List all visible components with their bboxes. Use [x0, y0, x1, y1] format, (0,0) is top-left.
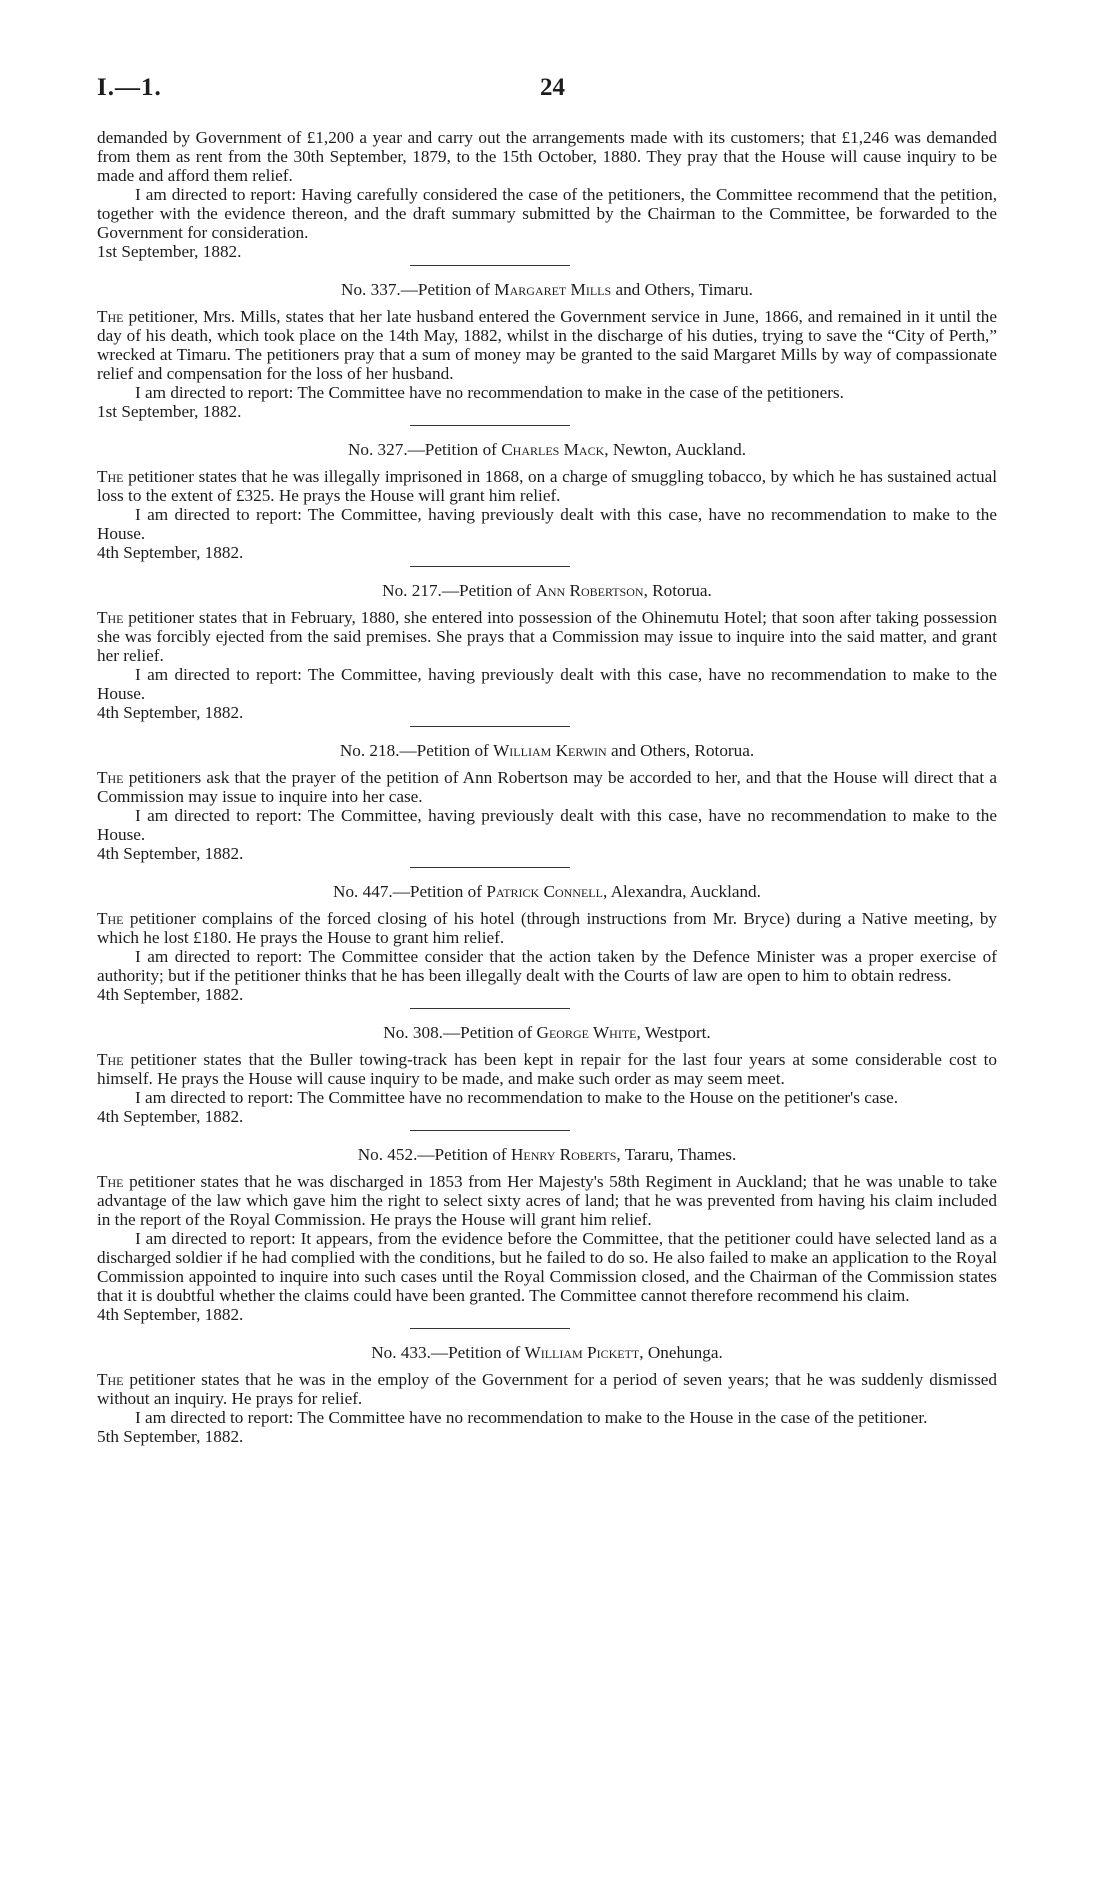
petition-lead-word: The: [97, 768, 124, 787]
committee-report: I am directed to report: The Committee have no recommendation to make to the House on the petitioner's case.: [135, 1088, 899, 1107]
petitioner-name: Margaret Mills: [494, 280, 612, 299]
separator-rule: [410, 425, 570, 426]
petition-title-prefix: No. 218.—Petition of: [339, 741, 489, 760]
petition-title: [97, 1343, 997, 1362]
petition-statement: [97, 1050, 997, 1088]
petition-title-prefix: No. 308.—Petition of: [383, 1023, 533, 1042]
separator-rule: [410, 1130, 570, 1131]
petition-title: [97, 581, 997, 600]
petition-date: 4th September, 1882.: [97, 543, 244, 562]
petition-lead-word: The: [97, 307, 124, 326]
petition-section: [97, 1023, 997, 1131]
petition-date: 4th September, 1882.: [97, 703, 244, 722]
petition-lead-word: The: [97, 1370, 124, 1389]
petition-title-suffix: , Tararu, Thames.: [616, 1145, 737, 1164]
petition-title-suffix: , Newton, Auckland.: [604, 440, 747, 459]
intro-date: 1st September, 1882.: [97, 242, 242, 261]
petition-date: 4th September, 1882.: [97, 1305, 244, 1324]
separator-rule: [410, 726, 570, 727]
petition-title-suffix: , Onehunga.: [639, 1343, 723, 1362]
petition-statement-text: petitioner states that he was illegally imprisoned in 1868, on a charge of smuggling tobacco, by which he has sustained actual loss to the extent of £325. He prays the House will grant him relief.: [97, 467, 997, 505]
petition-lead-word: The: [97, 1172, 124, 1191]
committee-report: I am directed to report: The Committee have no recommendation to make in the case of the petitioners.: [135, 383, 844, 402]
petition-lead-word: The: [97, 1050, 124, 1069]
petition-section: [97, 1145, 997, 1329]
separator-rule: [410, 1008, 570, 1009]
petitioner-name: William Kerwin: [493, 741, 607, 760]
petition-title-suffix: , Alexandra, Auckland.: [602, 882, 761, 901]
petitioner-name: William Pickett: [524, 1343, 640, 1362]
petition-statement: [97, 1172, 997, 1229]
petition-section: [97, 581, 997, 727]
petition-title: [97, 741, 997, 760]
petition-title-prefix: No. 337.—Petition of: [341, 280, 490, 299]
petition-date: 4th September, 1882.: [97, 1107, 244, 1126]
petition-title-prefix: No. 452.—Petition of: [357, 1145, 507, 1164]
petitioner-name: George White: [536, 1023, 637, 1042]
petition-statement: [97, 768, 997, 806]
intro-report: I am directed to report: Having carefully considered the case of the petitioners, the Committee recommend that the petition, together with the evidence thereon, and the draft summary submitted by the Chairman to the Committee, be forwarded to the Government for consideration.: [97, 185, 997, 242]
petition-statement-text: petitioner states that in February, 1880, she entered into possession of the Ohinemutu Hotel; that soon after taking possession she was forcibly ejected from the said premises. She prays that a Commission may issue to inquire into the said matter, and grant her relief.: [97, 608, 997, 665]
committee-report: I am directed to report: The Committee have no recommendation to make to the House in the case of the petitioner.: [135, 1408, 928, 1427]
petition-title: [97, 882, 997, 901]
committee-report: I am directed to report: It appears, from the evidence before the Committee, that the petitioner could have selected land as a discharged soldier if he had complied with the conditions, but he failed to do so. He also failed to make an application to the Royal Commission appointed to inquire into such cases until the Royal Commission closed, and the Chairman of the Commission states that it is doubtful whether the claims could have been granted. The Committee cannot therefore recommend his claim.: [97, 1229, 997, 1305]
petition-section: [97, 882, 997, 1009]
petition-date: 4th September, 1882.: [97, 844, 244, 863]
committee-report: I am directed to report: The Committee, having previously dealt with this case, have no recommendation to make to the House.: [97, 806, 997, 844]
petition-statement-text: petitioner complains of the forced closing of his hotel (through instructions from Mr. Bryce) during a Native meeting, by which he lost £180. He prays the House to grant him relief.: [97, 909, 998, 947]
petitioner-name: Henry Roberts: [510, 1145, 617, 1164]
petition-title-suffix: and Others, Rotorua.: [610, 741, 755, 760]
page-number: 24: [540, 74, 565, 101]
petition-statement: [97, 608, 997, 665]
petition-statement-text: petitioners ask that the prayer of the petition of Ann Robertson may be accorded to her, and that the House will direct that a Commission may issue to inquire into her case.: [97, 768, 997, 806]
petition-title-prefix: No. 447.—Petition of: [333, 882, 483, 901]
petition-title-prefix: No. 433.—Petition of: [371, 1343, 521, 1362]
petition-title: [97, 1145, 997, 1164]
page-body: [97, 128, 997, 1446]
petition-statement: [97, 909, 997, 947]
committee-report: I am directed to report: The Committee, having previously dealt with this case, have no recommendation to make to the House.: [97, 665, 997, 703]
petition-title: [97, 1023, 997, 1042]
separator-rule: [410, 265, 570, 266]
separator-rule: [410, 1328, 570, 1329]
petition-statement-text: petitioner, Mrs. Mills, states that her late husband entered the Government service in June, 1866, and remained in it until the day of his death, which took place on the 14th May, 1882, whilst in the discharge of his duties, trying to save the “City of Perth,” wrecked at Timaru. The petitioners pray that a sum of money may be granted to the said Margaret Mills by way of compassionate relief and compensation for the loss of her husband.: [97, 307, 998, 383]
petitioner-name: Charles Mack: [501, 440, 605, 459]
petition-section: [97, 440, 997, 567]
committee-report: I am directed to report: The Committee consider that the action taken by the Defence Minister was a proper exercise of authority; but if the petitioner thinks that he has been illegally dealt with the Courts of law are open to him to obtain redress.: [97, 947, 997, 985]
petition-statement-text: petitioner states that he was in the employ of the Government for a period of seven years; that he was suddenly dismissed without an inquiry. He prays for relief.: [97, 1370, 998, 1408]
committee-report: I am directed to report: The Committee, having previously dealt with this case, have no recommendation to make to the House.: [97, 505, 997, 543]
petition-date: 4th September, 1882.: [97, 985, 244, 1004]
petition-title-prefix: No. 217.—Petition of: [382, 581, 532, 600]
petition-statement-text: petitioner states that he was discharged in 1853 from Her Majesty's 58th Regiment in Auckland; that he was unable to take advantage of the law which gave him the right to select sixty acres of land; that he was prevented from having his claim included in the report of the Royal Commission. He prays the House will grant him relief.: [97, 1172, 998, 1229]
petitioner-name: Patrick Connell: [486, 882, 603, 901]
petition-title-suffix: and Others, Timaru.: [615, 280, 753, 299]
petition-statement: [97, 1370, 997, 1408]
petition-title-prefix: No. 327.—Petition of: [347, 440, 497, 459]
petition-lead-word: The: [97, 608, 124, 627]
separator-rule: [410, 867, 570, 868]
petition-lead-word: The: [97, 909, 124, 928]
petition-title: [97, 280, 997, 299]
intro-paragraph: demanded by Government of £1,200 a year and carry out the arrangements made with its customers; that £1,246 was demanded from them as rent from the 30th September, 1879, to the 15th October, 1880. They pray that the House will cause inquiry to be made and afford them relief.: [97, 128, 997, 185]
petition-section: [97, 1343, 997, 1446]
document-reference: I.—1.: [97, 74, 162, 101]
petition-lead-word: The: [97, 467, 124, 486]
separator-rule: [410, 566, 570, 567]
petition-date: 5th September, 1882.: [97, 1427, 244, 1446]
petition-section: [97, 280, 997, 426]
petition-statement: [97, 467, 997, 505]
petition-title-suffix: , Rotorua.: [643, 581, 712, 600]
petition-date: 1st September, 1882.: [97, 402, 242, 421]
petition-statement-text: petitioner states that the Buller towing-track has been kept in repair for the last four years at some considerable cost to himself. He prays the House will cause inquiry to be made, and make such order as may seem meet.: [97, 1050, 998, 1088]
petition-statement: [97, 307, 997, 383]
petitioner-name: Ann Robertson: [535, 581, 644, 600]
petition-title-suffix: , Westport.: [636, 1023, 711, 1042]
petition-section: [97, 741, 997, 868]
petition-title: [97, 440, 997, 459]
